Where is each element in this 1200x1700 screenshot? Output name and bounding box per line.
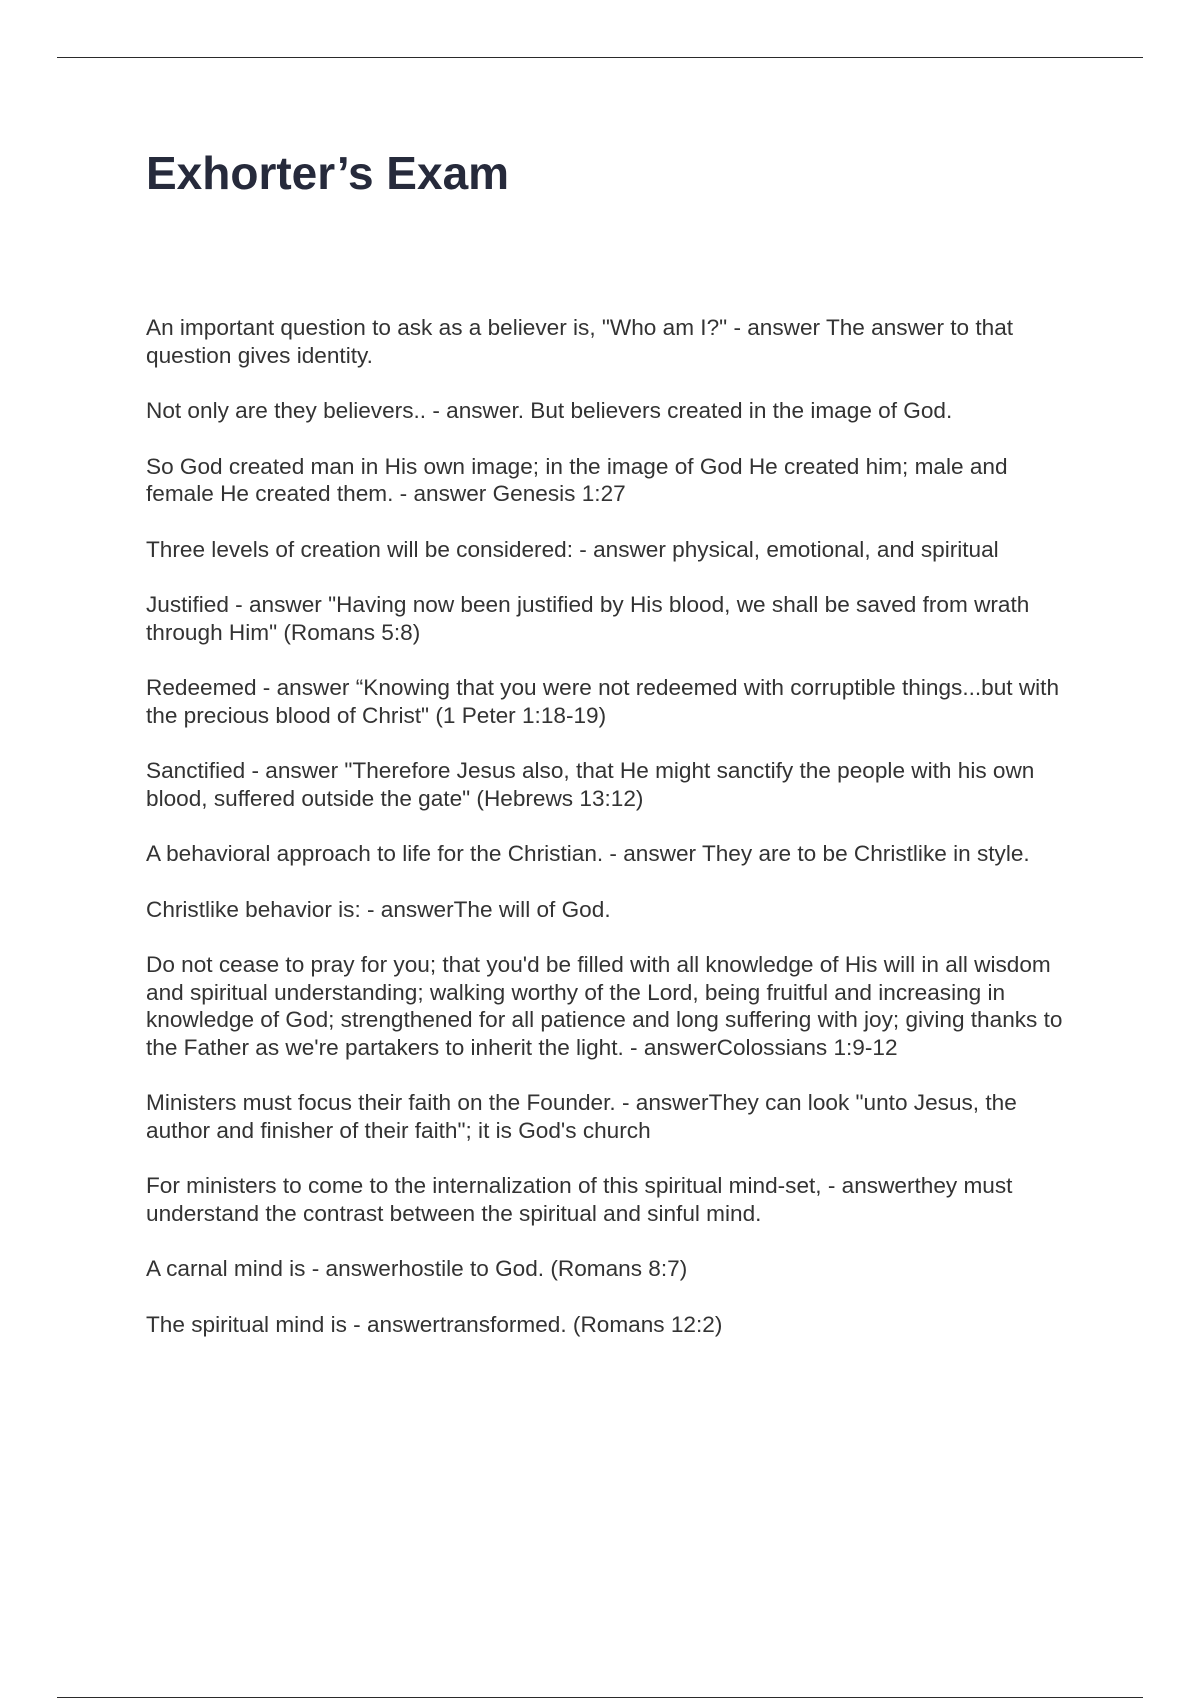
qa-item: Redeemed - answer “Knowing that you were not redeemed with corruptible things...but with the precious blood of Christ" (1 Peter 1:18-19) (146, 675, 1060, 728)
top-divider (57, 57, 1143, 58)
qa-list (146, 314, 1081, 1366)
qa-item: Not only are they believers.. - answer. But believers created in the image of God. (146, 398, 953, 423)
qa-item: An important question to ask as a believer is, "Who am I?" - answer The answer to that question gives identity. (146, 315, 1014, 368)
qa-item: A carnal mind is - answerhostile to God. (Romans 8:7) (146, 1256, 688, 1281)
page-title: Exhorter’s Exam (146, 147, 510, 199)
bottom-divider (57, 1697, 1143, 1698)
qa-item: Justified - answer "Having now been justified by His blood, we shall be saved from wrath through Him" (Romans 5:8) (146, 592, 1030, 645)
qa-item: Christlike behavior is: - answerThe will of God. (146, 896, 611, 922)
qa-item: Do not cease to pray for you; that you'd be filled with all knowledge of His will in all wisdom and spiritual understanding; walking worthy of the Lord, being fruitful and increasing in knowledge of God; strengthened for all patience and long suffering with joy; giving thanks to the Father as we're partakers to inherit the light. - answerColossians 1:9-12 (146, 952, 1063, 1060)
qa-item: Three levels of creation will be considered: - answer physical, emotional, and spiritual (146, 536, 999, 562)
qa-item: Sanctified - answer "Therefore Jesus also, that He might sanctify the people with his own blood, suffered outside the gate" (Hebrews 13:12) (146, 758, 1035, 811)
qa-item: For ministers to come to the internalization of this spiritual mind-set, - answerthey must understand the contrast between the spiritual and sinful mind. (146, 1173, 1013, 1226)
qa-item: So God created man in His own image; in the image of God He created him; male and female He created them. - answer Genesis 1:27 (146, 453, 1008, 506)
qa-item: The spiritual mind is - answertransformed. (Romans 12:2) (146, 1311, 723, 1337)
qa-item: A behavioral approach to life for the Christian. - answer They are to be Christlike in style. (146, 841, 1030, 866)
qa-item: Ministers must focus their faith on the Founder. - answerThey can look "unto Jesus, the author and finisher of their faith"; it is God's church (146, 1090, 1017, 1143)
